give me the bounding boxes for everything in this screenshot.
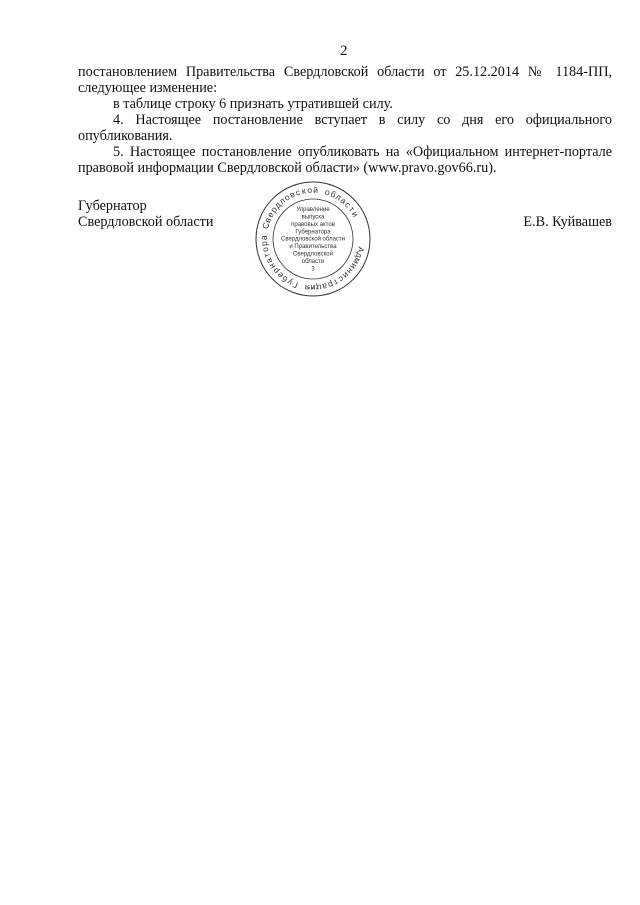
paragraph-line: постановлением Правительства Свердловской области от 25.12.2014 № 1184-ПП,	[78, 64, 612, 80]
official-stamp	[250, 180, 376, 298]
document-body	[78, 64, 612, 176]
paragraph-item-4: 4. Настоящее постановление вступает в силу со дня его официального	[113, 112, 612, 128]
paragraph-line: опубликования.	[78, 128, 173, 144]
paragraph-line: следующее изменение:	[78, 80, 218, 96]
paragraph-item-5: 5. Настоящее постановление опубликовать на «Официальном интернет-портале	[113, 144, 612, 160]
page-number: 2	[340, 43, 348, 59]
signature-title	[78, 198, 213, 230]
paragraph-line: правовой информации Свердловской области» (www.pravo.gov66.ru).	[78, 160, 497, 176]
paragraph-item-table: в таблице строку 6 признать утратившей силу.	[113, 96, 393, 112]
signature-title-line: Свердловской области	[78, 214, 214, 230]
signatory-name: Е.В. Куйвашев	[523, 214, 612, 230]
signature-title-line: Губернатор	[78, 198, 147, 214]
